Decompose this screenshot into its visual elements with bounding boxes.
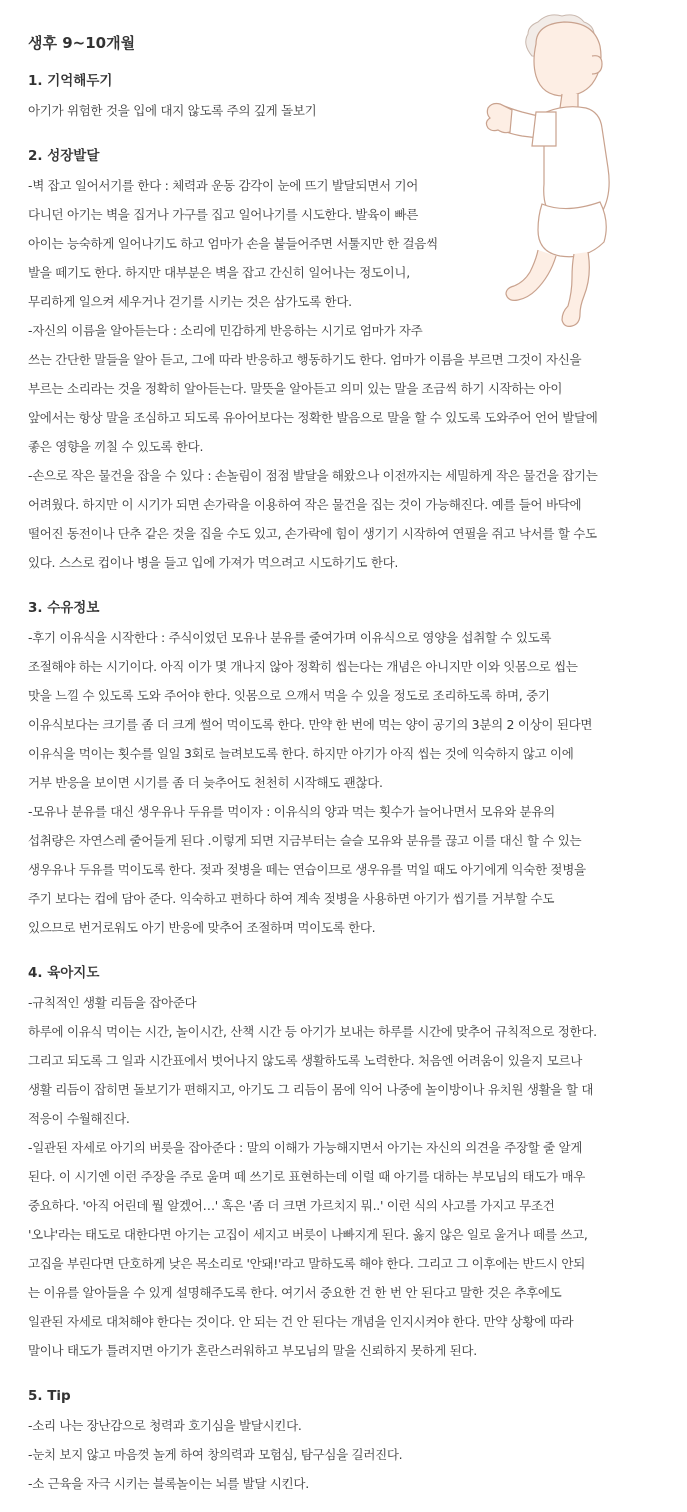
article [28,28,668,1498]
text-line: 있으므로 번거로워도 아기 반응에 맞추어 조절하며 먹이도록 한다. [28,920,376,935]
text-line: 말이나 태도가 틀려지면 아기가 혼란스러워하고 부모님의 말을 신뢰하지 못하게 된다. [28,1343,477,1358]
text-line: -후기 이유식을 시작한다 : 주식이었던 모유나 분유를 줄여가며 이유식으로 영양을 섭취할 수 있도록 [28,630,552,645]
text-line: 아이는 능숙하게 일어나기도 하고 엄마가 손을 붙들어주면 서툴지만 한 걸음씩 [28,236,438,251]
text-line: 그리고 되도록 그 일과 시간표에서 벗어나지 않도록 생활하도록 노력한다. 처음엔 어려움이 있을지 모르나 [28,1053,583,1068]
text-line: -모유나 분유를 대신 생우유나 두유를 먹이자 : 이유식의 양과 먹는 횟수가 늘어나면서 모유와 분유의 [28,804,555,819]
text-line: 발을 떼기도 한다. 하지만 대부분은 벽을 잡고 간신히 일어나는 정도이니, [28,265,410,280]
text-line: 거부 반응을 보이면 시기를 좀 더 늦추어도 천천히 시작해도 괜찮다. [28,775,383,790]
text-line: 떨어진 동전이나 단추 같은 것을 집을 수도 있고, 손가락에 힘이 생기기 시작하여 연필을 쥐고 낙서를 할 수도 [28,526,597,541]
text-line: 조절해야 하는 시기이다. 아직 이가 몇 개나지 않아 정확히 씹는다는 개념은 아니지만 이와 잇몸으로 씹는 [28,659,578,674]
text-line: 섭취량은 자연스레 줄어들게 된다 .이렇게 되면 지금부터는 슬슬 모유와 분유를 끊고 이를 대신 할 수 있는 [28,833,582,848]
section-heading: 5. Tip [28,1388,71,1404]
text-line: 주기 보다는 컵에 담아 준다. 익숙하고 편하다 하여 계속 젖병을 사용하면 아기가 씹기를 거부할 수도 [28,891,555,906]
section-memo [28,66,668,125]
section-parenting [28,958,668,1365]
text-line: 있다. 스스로 컵이나 병을 들고 입에 가져가 먹으려고 시도하기도 한다. [28,555,399,570]
text-line: 일관된 자세로 대처해야 한다는 것이다. 안 되는 건 안 된다는 개념을 인지시켜야 한다. 만약 상황에 따라 [28,1314,574,1329]
text-line: 중요하다. '아직 어린데 뭘 알겠어…' 혹은 '좀 더 크면 가르치지 뭐..' 이런 식의 사고를 가지고 무조건 [28,1198,555,1213]
text-line: 아기가 위험한 것을 입에 대지 않도록 주의 깊게 돌보기 [28,103,317,118]
section-heading: 3. 수유정보 [28,600,100,616]
text-line: 맛을 느낄 수 있도록 도와 주어야 한다. 잇몸으로 으깨서 먹을 수 있을 정도로 조리하도록 하며, 중기 [28,688,550,703]
section-heading: 2. 성장발달 [28,148,100,164]
text-line: 이유식보다는 크기를 좀 더 크게 썰어 먹이도록 한다. 만약 한 번에 먹는 양이 공기의 3분의 2 이상이 된다면 [28,717,593,732]
text-line: -자신의 이름을 알아듣는다 : 소리에 민감하게 반응하는 시기로 엄마가 자주 [28,323,423,338]
section-tip [28,1381,668,1498]
text-line: 이유식을 먹이는 횟수를 일일 3회로 늘려보도록 한다. 하지만 아기가 아직 씹는 것에 익숙하지 않고 이에 [28,746,574,761]
section-feeding [28,593,668,942]
text-line: 앞에서는 항상 말을 조심하고 되도록 유아어보다는 정확한 발음으로 말을 할 수 있도록 도와주어 언어 발달에 [28,410,598,425]
text-line: 무리하게 일으켜 세우거나 걷기를 시키는 것은 삼가도록 한다. [28,294,352,309]
text-line: 좋은 영향을 끼칠 수 있도록 한다. [28,439,204,454]
text-line: -벽 잡고 일어서기를 한다 : 체력과 운동 감각이 눈에 뜨기 발달되면서 기어 [28,178,419,193]
text-line: -소 근육을 자극 시키는 블록놀이는 뇌를 발달 시킨다. [28,1476,309,1491]
text-line: 부르는 소리라는 것을 정확히 알아듣는다. 말뜻을 알아듣고 의미 있는 말을 조금씩 하기 시작하는 아이 [28,381,563,396]
section-heading: 1. 기억해두기 [28,73,113,89]
text-line: -눈치 보지 않고 마음껏 놀게 하여 창의력과 모험심, 탐구심을 길러진다. [28,1447,403,1462]
section-heading: 4. 육아지도 [28,965,100,981]
text-line: -손으로 작은 물건을 잡을 수 있다 : 손놀림이 점점 발달을 해왔으나 이전까지는 세밀하게 작은 물건을 잡기는 [28,468,598,483]
text-line: 다니던 아기는 벽을 집거나 가구를 집고 일어나기를 시도한다. 발육이 빠른 [28,207,418,222]
text-line: 생우유나 두유를 먹이도록 한다. 젖과 젖병을 떼는 연습이므로 생우유를 먹일 때도 아기에게 익숙한 젖병을 [28,862,586,877]
section-development [28,141,668,577]
text-line: 쓰는 간단한 말들을 알아 듣고, 그에 따라 반응하고 행동하기도 한다. 엄마가 이름을 부르면 그것이 자신을 [28,352,582,367]
text-line: 는 이유를 알아들을 수 있게 설명해주도록 한다. 여기서 중요한 건 한 번 안 된다고 말한 것은 추후에도 [28,1285,562,1300]
text-line: 생활 리듬이 잡히면 돌보기가 편해지고, 아기도 그 리듬이 몸에 익어 나중에 놀이방이나 유치원 생활을 할 대 [28,1082,594,1097]
text-line: 고집을 부린다면 단호하게 낮은 목소리로 '안돼!'라고 말하도록 해야 한다. 그리고 그 이후에는 반드시 안되 [28,1256,585,1271]
text-line: -소리 나는 장난감으로 청력과 호기심을 발달시킨다. [28,1418,302,1433]
text-line: 어려웠다. 하지만 이 시기가 되면 손가락을 이용하여 작은 물건을 집는 것이 가능해진다. 예를 들어 바닥에 [28,497,582,512]
text-line: 하루에 이유식 먹이는 시간, 놀이시간, 산책 시간 등 아기가 보내는 하루를 시간에 맞추어 규칙적으로 정한다. [28,1024,597,1039]
text-line: -규칙적인 생활 리듬을 잡아준다 [28,995,197,1010]
page-title: 생후 9~10개월 [28,34,136,52]
text-line: -일관된 자세로 아기의 버릇을 잡아준다 : 말의 이해가 가능해지면서 아기는 자신의 의견을 주장할 줄 알게 [28,1140,583,1155]
text-line: 된다. 이 시기엔 이런 주장을 주로 울며 떼 쓰기로 표현하는데 이럴 때 아기를 대하는 부모님의 태도가 매우 [28,1169,586,1184]
text-line: '오냐'라는 태도로 대한다면 아기는 고집이 세지고 버릇이 나빠지게 된다. 옳지 않은 일로 울거나 떼를 쓰고, [28,1227,588,1242]
text-line: 적응이 수월해진다. [28,1111,130,1126]
